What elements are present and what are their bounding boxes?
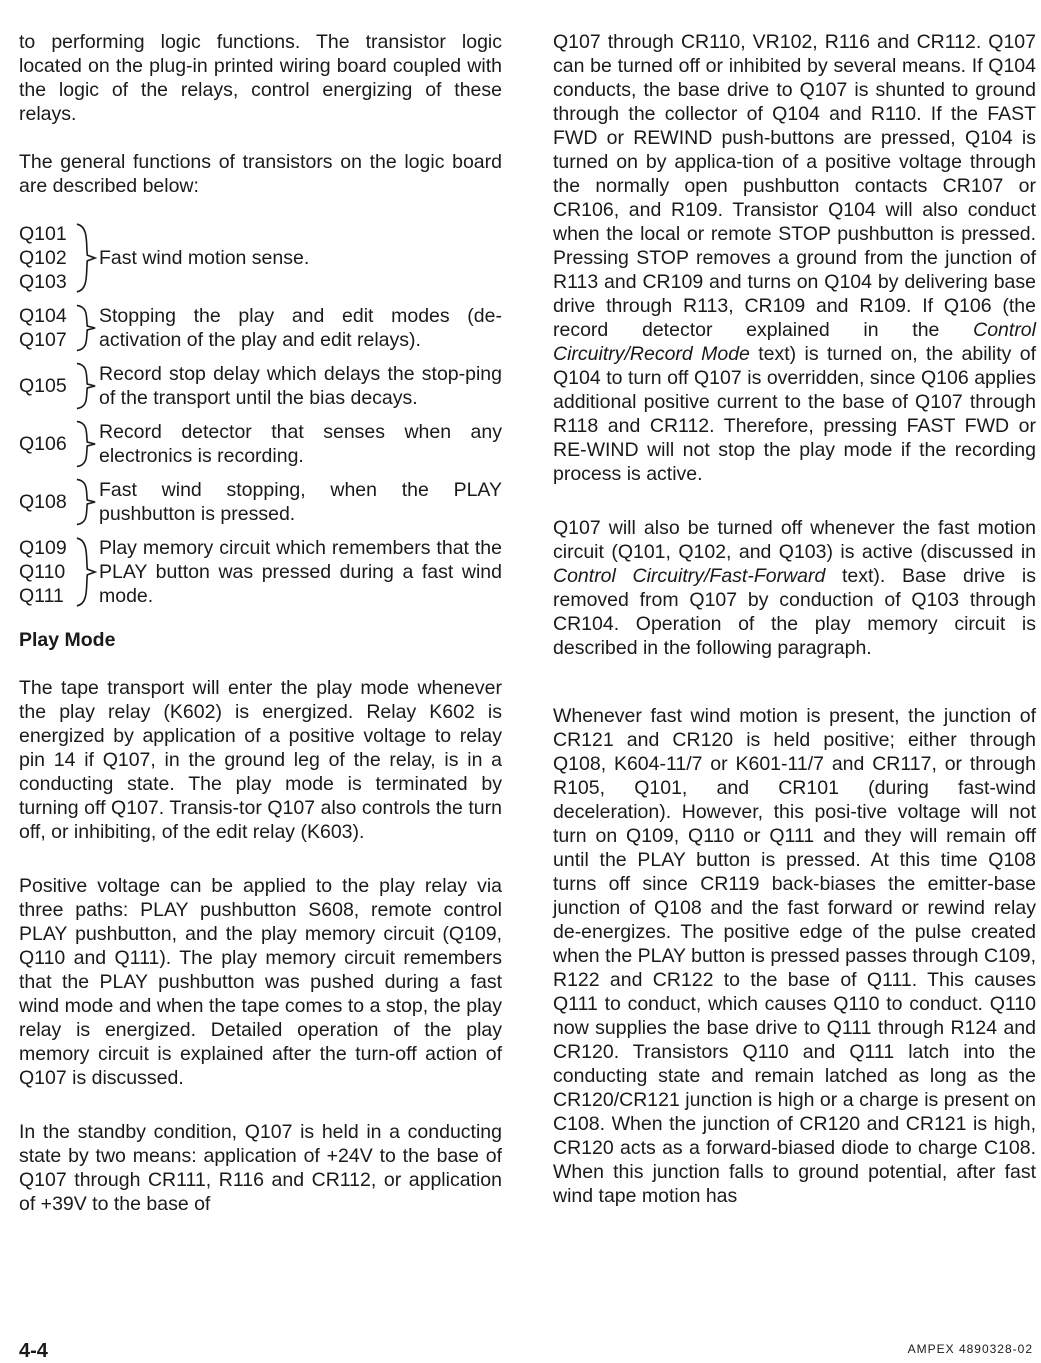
text-run-italic: Control Circuitry/Fast-Forward: [553, 565, 826, 587]
paragraph-play-memory: Whenever fast wind motion is present, the junction of CR121 and CR120 is held positive; either through Q108, K604-11/7 or K601-11/7 and CR117, or through R105, Q101, and CR101 (during fast-wind deceleration). However, this posi-tive voltage will not turn on Q109, Q110 or Q111 and they will remain off until the PLAY button is pressed. At this time Q108 turns off since CR119 back-biases the emitter-base junction of Q108 and the fast forward or rewind relay de-energizes. The positive edge of the pulse created when the PLAY button is pressed passes through C109, R122 and CR122 to the base of Q111. This causes Q111 to conduct, which causes Q110 to conduct. Q110 now supplies the base drive to Q111 through R124 and CR120. Transistors Q110 and Q111 latch into the conducting state and remain latched as long as the CR120/CR121 junction is high or a charge is present on C108. When the junction of CR120 and CR121 is high, CR120 acts as a forward-biased diode to charge C108. When this junction falls to ground potential, after fast wind tape motion has: [553, 705, 1036, 1207]
text-run: text). Base drive is removed from Q107 by conduction of Q103 through CR104. Operation of the play memory circuit is described in the following paragraph.: [553, 565, 1036, 659]
transistor-label: Q102: [19, 247, 67, 269]
function-labels: [19, 490, 73, 514]
text-run-italic: Control Circuitry/Record Mode: [553, 319, 1036, 365]
right-column: [553, 30, 1036, 1208]
transistor-label: Q107: [19, 329, 67, 351]
brace-icon: [73, 536, 99, 608]
function-description: Record detector that senses when any electronics is recording.: [99, 421, 502, 467]
function-description: Fast wind motion sense.: [99, 247, 310, 269]
function-description: Play memory circuit which remembers that the PLAY button was pressed during a fast wind mode.: [99, 537, 502, 607]
transistor-label: Q110: [19, 561, 66, 583]
function-row: [19, 304, 502, 352]
function-row: [19, 222, 502, 294]
function-labels: [19, 536, 73, 608]
paragraph-play-mode-3: In the standby condition, Q107 is held in a conducting state by two means: application of +24V to the base of Q107 through CR111, R116 and CR112, or application of +39V to the base of: [19, 1121, 502, 1215]
function-labels: [19, 374, 73, 398]
function-labels: [19, 304, 73, 352]
text-run: Q107 through CR110, VR102, R116 and CR112. Q107 can be turned off or inhibited by several means. If Q104 conducts, the base drive to Q107 is shunted to ground through the collector of Q104 and R110. If the FAST FWD or REWIND push-buttons are pressed, Q104 is turned on by applica-tion of a positive voltage through the normally open pushbutton contacts CR107 or CR106, and R109. Transistor Q104 will also conduct when the local or remote STOP pushbutton is pressed. Pressing STOP removes a ground from the junction of R113 and CR109 and turns on Q104 by delivering base drive through R113, CR109 and R109. If Q106 (the record detector explained in the: [553, 31, 1036, 341]
document-id: AMPEX 4890328-02: [907, 1342, 1033, 1356]
paragraph-play-mode-2: Positive voltage can be applied to the play relay via three paths: PLAY pushbutton S608, remote control PLAY pushbutton, and the play memory circuit (Q109, Q110 and Q111). The play memory circuit remembers that the PLAY pushbutton was pushed during a fast wind mode and when the tape comes to a stop, the play relay is energized. Detailed operation of the play memory circuit is explained after the turn-off action of Q107 is discussed.: [19, 875, 502, 1089]
page-number: 4-4: [19, 1340, 48, 1362]
paragraph-intro: to performing logic functions. The transistor logic located on the plug-in printed wiring board coupled with the logic of the relays, control energizing of these relays.: [19, 31, 502, 125]
left-column: [19, 30, 502, 1216]
transistor-label: Q108: [19, 491, 67, 513]
transistor-label: Q109: [19, 537, 67, 559]
function-description: Fast wind stopping, when the PLAY pushbutton is pressed.: [99, 479, 502, 525]
transistor-label: Q103: [19, 271, 67, 293]
function-row: [19, 420, 502, 468]
function-row: [19, 362, 502, 410]
paragraph-q107-turnoff: [553, 30, 1036, 486]
function-description: Record stop delay which delays the stop-ping of the transport until the bias decays.: [99, 363, 502, 409]
function-row: [19, 478, 502, 526]
transistor-label: Q101: [19, 223, 67, 245]
function-labels: [19, 432, 73, 456]
function-row: [19, 536, 502, 608]
text-run: Q107 will also be turned off whenever the fast motion circuit (Q101, Q102, and Q103) is active (discussed in: [553, 517, 1036, 563]
brace-icon: [73, 362, 99, 410]
paragraph-general-functions: The general functions of transistors on the logic board are described below:: [19, 151, 502, 197]
transistor-label: Q105: [19, 375, 67, 397]
brace-icon: [73, 478, 99, 526]
text-run: text) is turned on, the ability of Q104 to turn off Q107 is overridden, since Q106 applies additional positive current to the base of Q107 through R118 and CR112. Therefore, pressing FAST FWD or RE-WIND will not stop the play mode if the recording process is active.: [553, 343, 1036, 485]
transistor-label: Q111: [19, 585, 64, 607]
paragraph-play-mode-1: The tape transport will enter the play mode whenever the play relay (K602) is energized. Relay K602 is energized by application of a positive voltage to relay pin 14 if Q107, in the ground leg of the relay, is in a conducting state. The play mode is terminated by turning off Q107. Transis-tor Q107 also controls the turn off, or inhibiting, of the edit relay (K603).: [19, 677, 502, 843]
section-heading-play-mode: Play Mode: [19, 629, 116, 651]
paragraph-fast-motion: [553, 516, 1036, 660]
function-labels: [19, 222, 73, 294]
function-description: Stopping the play and edit modes (de-activation of the play and edit relays).: [99, 305, 502, 351]
function-list: [19, 222, 502, 608]
brace-icon: [73, 420, 99, 468]
transistor-label: Q106: [19, 433, 67, 455]
transistor-label: Q104: [19, 305, 67, 327]
brace-icon: [73, 222, 99, 294]
brace-icon: [73, 304, 99, 352]
